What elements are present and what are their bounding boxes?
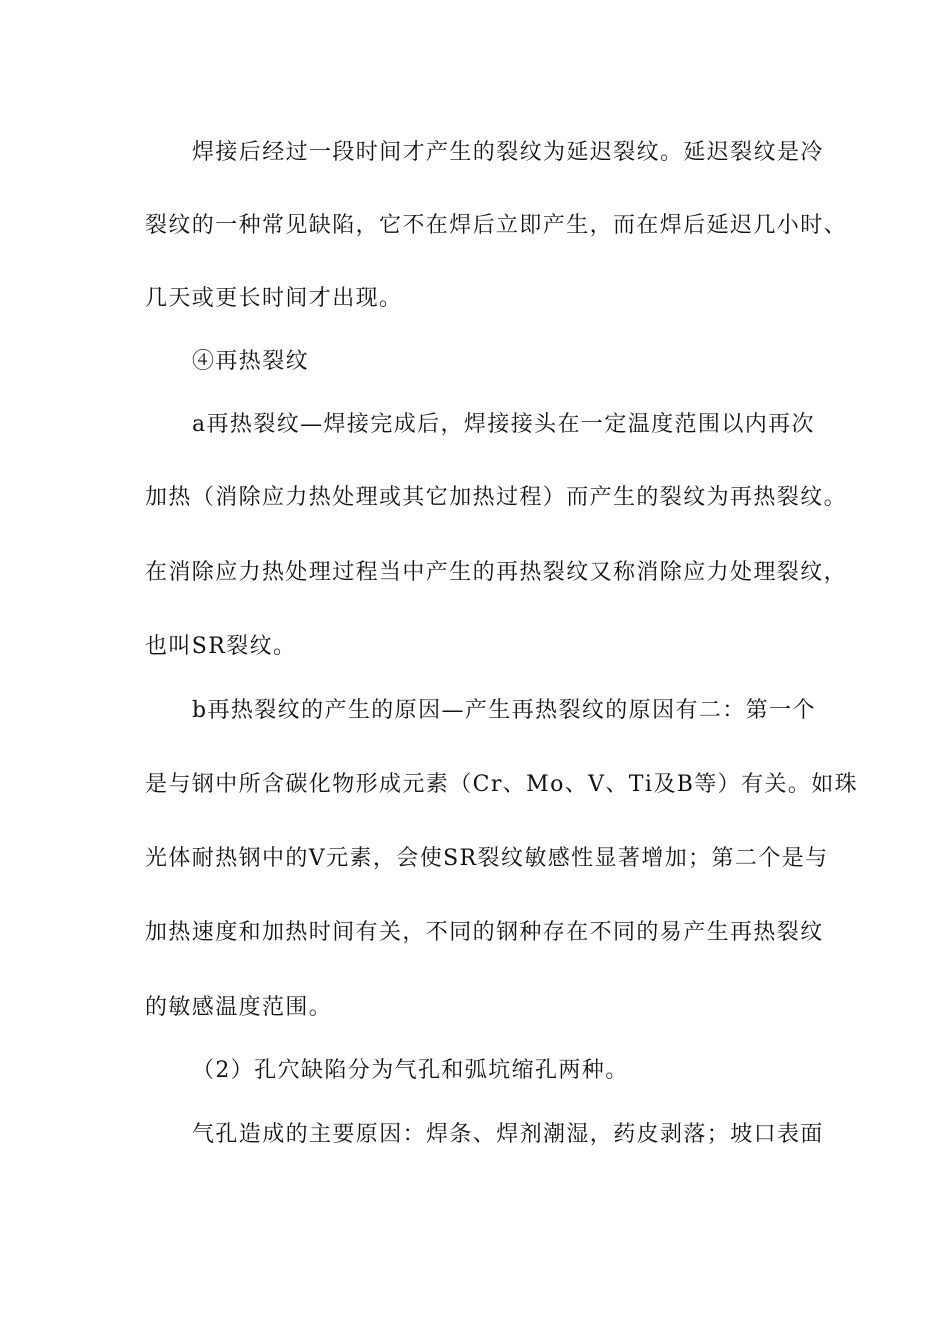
text-line: 加热速度和加热时间有关，不同的钢种存在不同的易产生再热裂纹: [145, 920, 824, 945]
text-line: 几天或更长时间才出现。: [145, 286, 403, 311]
text-line: 的敏感温度范围。: [145, 995, 333, 1020]
section-heading: ④再热裂纹: [192, 349, 310, 374]
text-line: b再热裂纹的产生的原因—产生再热裂纹的原因有二：第一个: [192, 698, 816, 723]
text-line: 是与钢中所含碳化物形成元素（Cr、Mo、V、Ti及B等）有关。如珠: [145, 772, 859, 797]
text-line: 气孔造成的主要原因：焊条、焊剂潮湿，药皮剥落；坡口表面: [192, 1122, 824, 1147]
text-line: 加热（消除应力热处理或其它加热过程）而产生的裂纹为再热裂纹。: [145, 485, 848, 510]
text-line: 在消除应力热处理过程当中产生的再热裂纹又称消除应力处理裂纹，: [145, 560, 848, 585]
text-line: 焊接后经过一段时间才产生的裂纹为延迟裂纹。延迟裂纹是冷: [192, 140, 824, 165]
section-heading: （2）孔穴缺陷分为气孔和弧坑缩孔两种。: [192, 1058, 629, 1083]
text-line: a再热裂纹—焊接完成后，焊接接头在一定温度范围以内再次: [192, 412, 815, 437]
text-line: 也叫SR裂纹。: [145, 634, 297, 659]
text-line: 光体耐热钢中的V元素，会使SR裂纹敏感性显著增加；第二个是与: [145, 846, 829, 871]
text-line: 裂纹的一种常见缺陷，它不在焊后立即产生，而在焊后延迟几小时、: [145, 213, 848, 238]
